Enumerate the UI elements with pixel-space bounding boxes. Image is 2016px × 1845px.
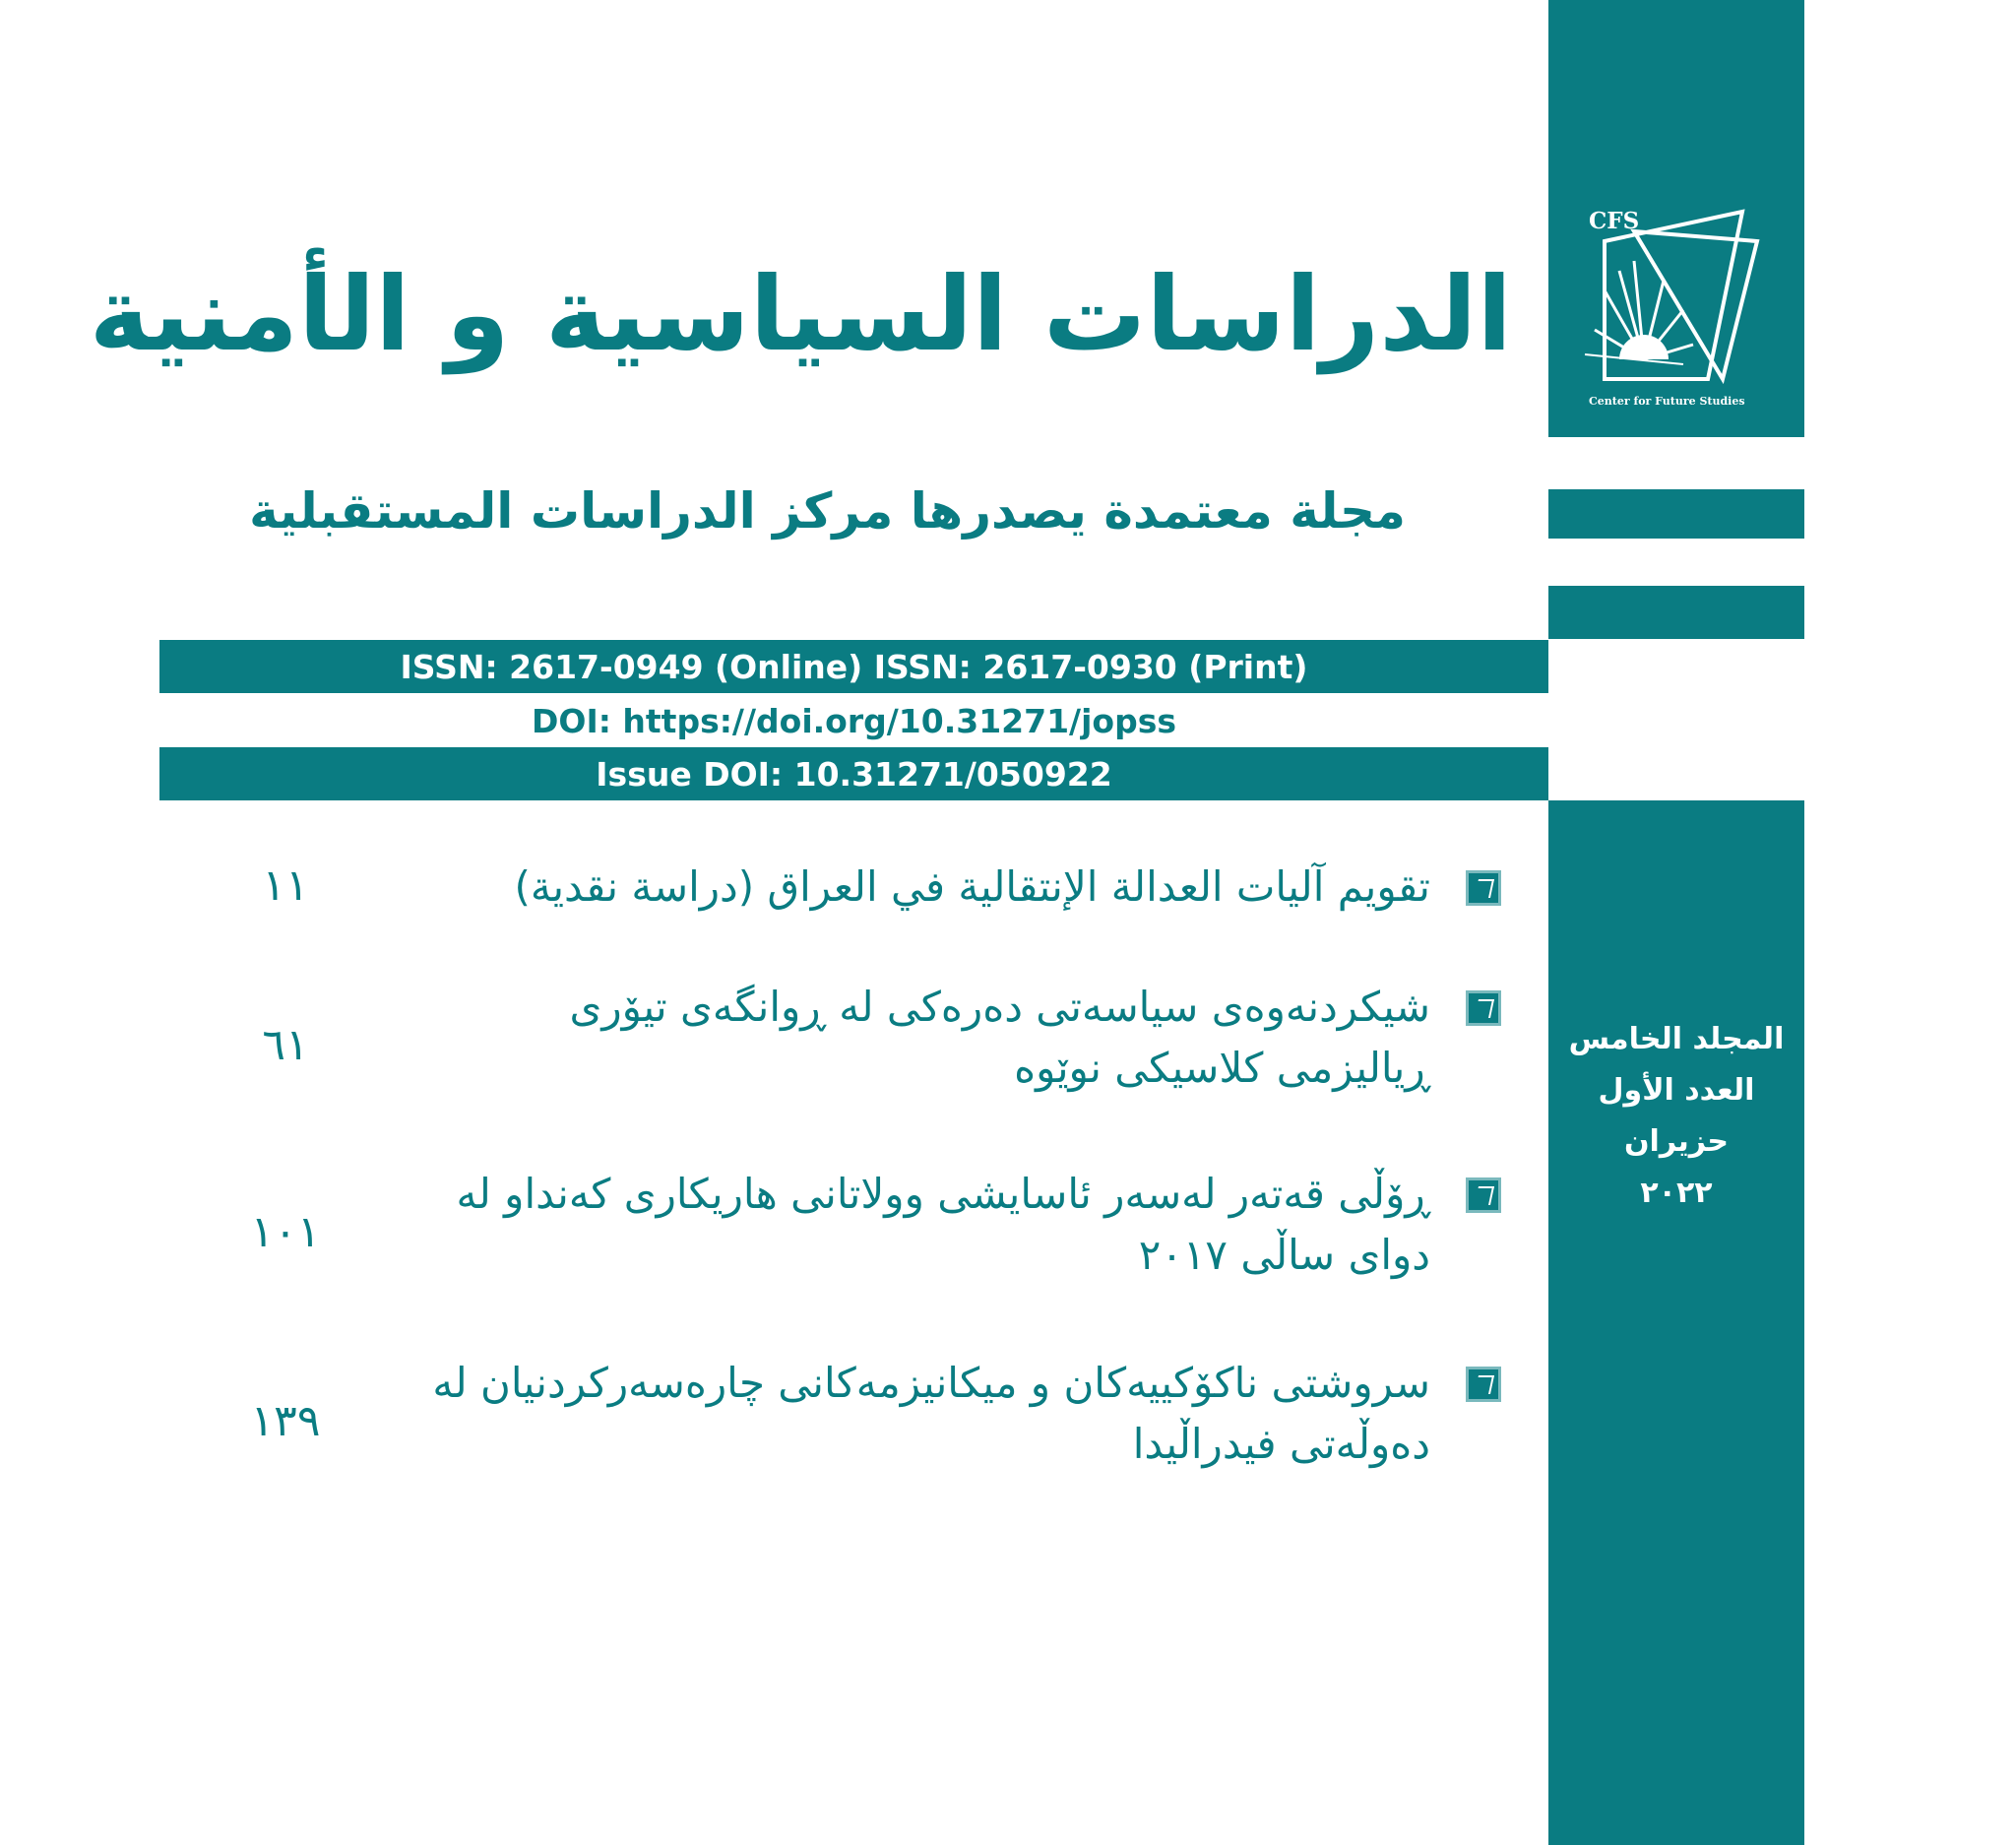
logo-name: Center for Future Studies [1589, 395, 1745, 408]
issue-doi-band: Issue DOI: 10.31271/050922 [159, 747, 1548, 800]
issue-info [1548, 1014, 1804, 1219]
entry-page-number: ١٣٩ [250, 1396, 321, 1446]
cover-strip-main [1548, 800, 1804, 1845]
entry-page-number: ١١ [262, 860, 309, 911]
entry-title: تقويم آليات العدالة الإنتقالية في العراق (دراسة نقدية) [514, 862, 1430, 911]
journal-subtitle: مجلة معتمدة يصدرها مركز الدراسات المستقبلية [249, 482, 1406, 540]
issue-volume: المجلد الخامس [1568, 1022, 1785, 1056]
cfs-logo [1575, 202, 1782, 414]
cover-strip-bar-1 [1548, 489, 1804, 539]
entry-page-number: ٦١ [262, 1020, 309, 1070]
cover-strip-bar-2 [1548, 586, 1804, 639]
journal-title: الدراسات السياسية و الأمنية [89, 254, 1512, 374]
document-icon [1466, 990, 1501, 1026]
entry-page-number: ١٠١ [250, 1207, 321, 1257]
issn-band: ISSN: 2617-0949 (Online) ISSN: 2617-0930 (Print) [159, 640, 1548, 693]
document-icon [1466, 870, 1501, 906]
logo-abbreviation: CFS [1589, 208, 1640, 234]
entry-title: ڕۆڵی قەتەر لەسەر ئاسایشی وولاتانی هاریکاری کەنداو لە دوای ساڵی ٢٠١٧ [456, 1170, 1430, 1279]
issue-number: العدد الأول [1598, 1073, 1755, 1108]
document-icon [1466, 1177, 1501, 1213]
issue-month: حزيران [1623, 1124, 1730, 1159]
document-icon [1466, 1367, 1501, 1402]
entry-title: سروشتی ناکۆکییەکان و میکانیزمەکانی چارەسەرکردنیان لە دەوڵەتی فیدراڵیدا [432, 1359, 1430, 1468]
issue-year: ٢٠٢٢ [1640, 1176, 1713, 1210]
doi-line: DOI: https://doi.org/10.31271/jopss [159, 694, 1548, 747]
entry-title: شیکردنەوەی سیاسەتی دەرەکی لە ڕوانگەی تیۆری ڕیالیزمی کلاسیکی نوێوە [569, 983, 1430, 1092]
